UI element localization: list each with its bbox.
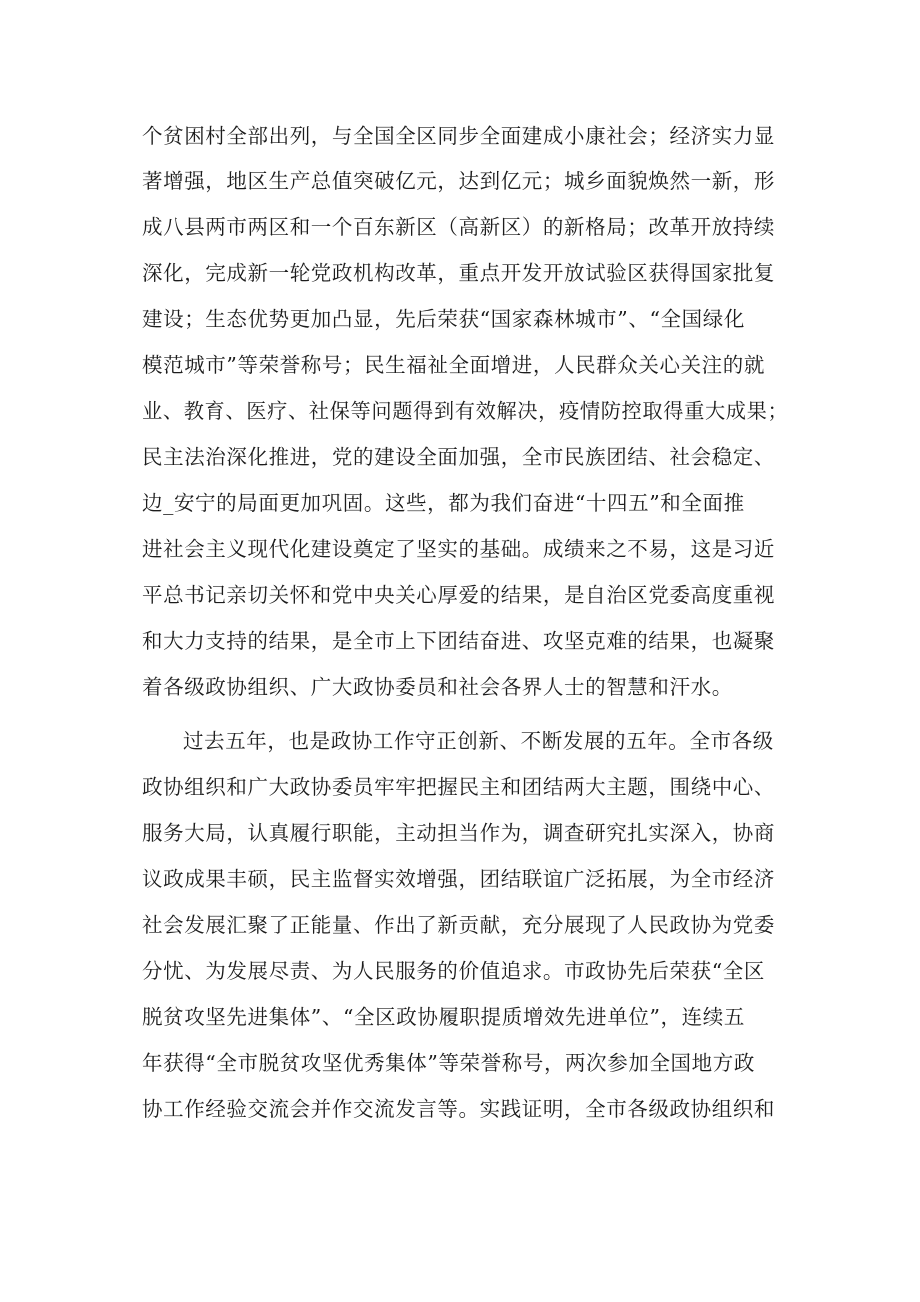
text-line: 建设；生态优势更加凸显，先后荣获“国家森林城市”、“全国绿化 [142, 307, 745, 331]
text-line: 社会发展汇聚了正能量、作出了新贡献，充分展现了人民政协为党委 [142, 913, 775, 937]
text-line: 议政成果丰硕，民主监督实效增强，团结联谊广泛拓展，为全市经济 [142, 867, 775, 891]
text-line: 边_安宁的局面更加巩固。这些，都为我们奋进“十四五”和全面推 [142, 491, 745, 515]
text-line: 年获得“全市脱贫攻坚优秀集体”等荣誉称号，两次参加全国地方政 [142, 1051, 755, 1075]
text-line: 民主法治深化推进，党的建设全面加强，全市民族团结、社会稳定、 [142, 445, 775, 469]
text-line: 协工作经验交流会并作交流发言等。实践证明，全市各级政协组织和 [142, 1097, 775, 1121]
text-line: 政协组织和广大政协委员牢牢把握民主和团结两大主题，围绕中心、 [142, 775, 775, 799]
text-line: 成八县两市两区和一个百东新区（高新区）的新格局；改革开放持续 [142, 215, 775, 239]
paragraph-first-line: 过去五年，也是政协工作守正创新、不断发展的五年。全市各级 [183, 729, 774, 753]
text-line: 脱贫攻坚先进集体”、“全区政协履职提质增效先进单位”，连续五 [142, 1005, 745, 1029]
text-line: 模范城市”等荣誉称号；民生福祉全面增进，人民群众关心关注的就 [142, 353, 765, 377]
text-line: 分忧、为发展尽责、为人民服务的价值追求。市政协先后荣获“全区 [142, 959, 765, 983]
text-line: 著增强，地区生产总值突破亿元，达到亿元；城乡面貌焕然一新，形 [142, 169, 775, 193]
text-line: 平总书记亲切关怀和党中央关心厚爱的结果，是自治区党委高度重视 [142, 583, 775, 607]
text-line: 业、教育、医疗、社保等问题得到有效解决，疫情防控取得重大成果； [142, 399, 789, 423]
text-line: 着各级政协组织、广大政协委员和社会各界人士的智慧和汗水。 [142, 675, 733, 699]
text-line: 服务大局，认真履行职能，主动担当作为，调查研究扎实深入，协商 [142, 821, 775, 845]
text-line: 个贫困村全部出列，与全国全区同步全面建成小康社会；经济实力显 [142, 124, 775, 148]
text-line: 和大力支持的结果，是全市上下团结奋进、攻坚克难的结果，也凝聚 [142, 629, 775, 653]
text-line: 进社会主义现代化建设奠定了坚实的基础。成绩来之不易，这是习近 [142, 537, 775, 561]
text-line: 深化，完成新一轮党政机构改革，重点开发开放试验区获得国家批复 [142, 261, 775, 285]
